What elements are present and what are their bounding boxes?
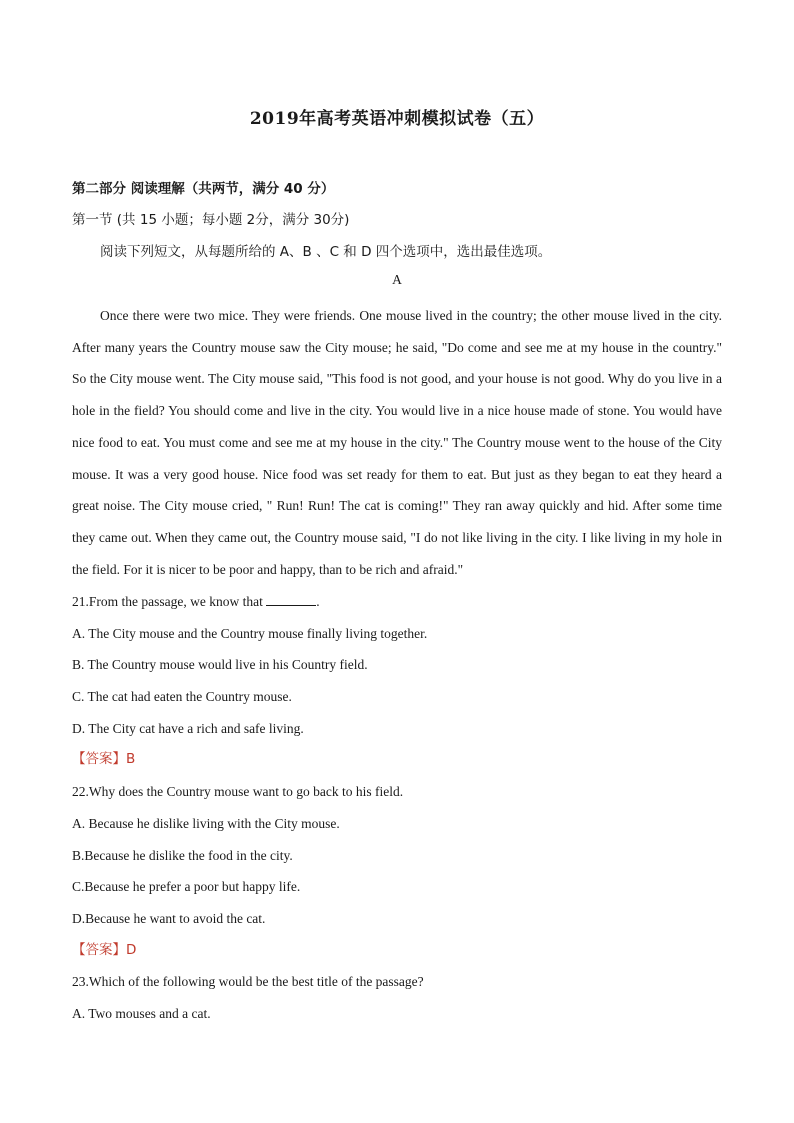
section-heading: 第二部分 阅读理解（共两节，满分 40 分）: [72, 181, 335, 197]
answer-blank: [266, 591, 316, 606]
answer-option: D. The City cat have a rich and safe living.: [72, 720, 304, 736]
question-list: [72, 586, 722, 1030]
answer-option: B. The Country mouse would live in his Country field.: [72, 657, 368, 673]
question-stem-text: 21.From the passage, we know that: [72, 594, 267, 609]
question-stem: [72, 586, 722, 618]
answer-key: 【答案】B: [72, 751, 136, 768]
answer-option: A. The City mouse and the Country mouse finally living together.: [72, 625, 428, 641]
answer-option: B.Because he dislike the food in the city.: [72, 847, 293, 863]
subsection-heading: 第一节 (共 15 小题；每小题 2分，满分 30分): [72, 212, 350, 228]
question-stem: 23.Which of the following would be the best title of the passage?: [72, 974, 424, 990]
answer-key: 【答案】D: [72, 941, 137, 958]
question-stem: 22.Why does the Country mouse want to go back to his field.: [72, 784, 404, 800]
question-stem-suffix: .: [316, 594, 320, 609]
answer-option: A. Two mouses and a cat.: [72, 1005, 211, 1021]
answer-option: A. Because he dislike living with the City mouse.: [72, 815, 340, 831]
answer-option: C. The cat had eaten the Country mouse.: [72, 689, 292, 705]
answer-option: D.Because he want to avoid the cat.: [72, 910, 266, 926]
passage-label: A: [392, 272, 402, 287]
page-title: 2019年高考英语冲刺模拟试卷（五）: [249, 109, 545, 129]
reading-passage: Once there were two mice. They were friends. One mouse lived in the country; the other mouse lived in the city. After many years the Country mouse saw the City mouse; he said, "Do come and see me at my house in the country." So the City mouse went. The City mouse said, "This food is not good, and your house is not good. Why do you live in a hole in the field? You should come and live in the city. You would live in a nice house made of stone. You would have nice food to eat. You must come and see me at my house in the city." The Country mouse went to the house of the City mouse. It was a very good house. Nice food was set ready for them to eat. But just as they began to eat they heard a great noise. The City mouse cried, " Run! Run! The cat is coming!" They ran away quickly and hid. After some time they came out. When they came out, the Country mouse said, "I do not like living in the city. I like living in my hole in the field. For it is nicer to be poor and happy, than to be rich and afraid.": [72, 308, 722, 577]
instruction-text: 阅读下列短文，从每题所给的 A、B 、C 和 D 四个选项中，选出最佳选项。: [100, 244, 552, 260]
answer-option: C.Because he prefer a poor but happy life.: [72, 879, 301, 895]
